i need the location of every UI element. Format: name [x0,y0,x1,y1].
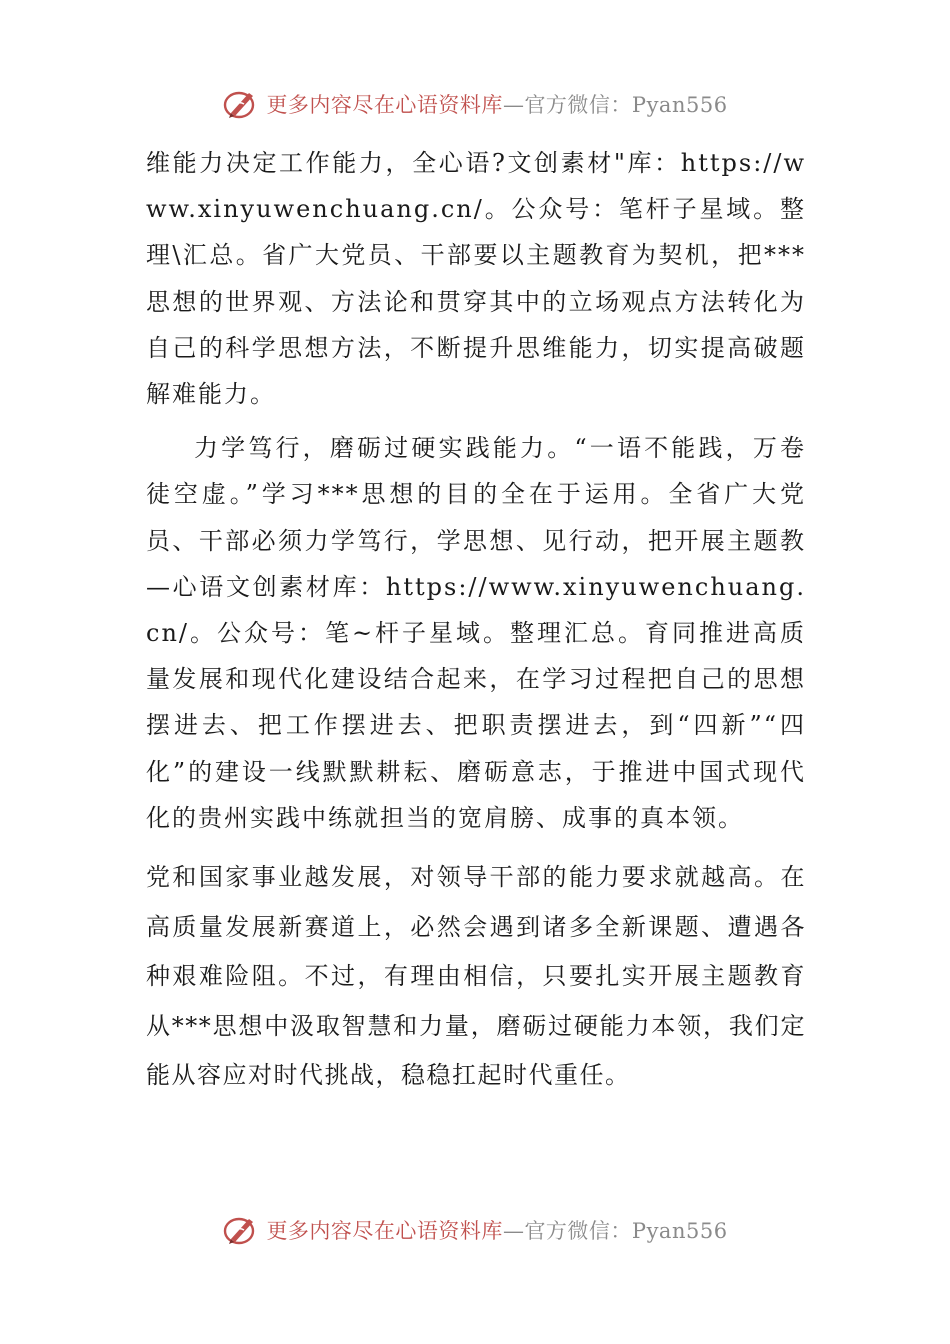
banner-text [266,89,727,119]
header-banner [0,84,950,124]
banner-text-grey: —官方微信：Pyan556 [502,1219,728,1243]
footer-banner [0,1210,950,1250]
banner-text-red: 更多内容尽在心语资料库 [266,1219,503,1243]
pen-logo-icon [222,87,260,121]
banner-text-red: 更多内容尽在心语资料库 [266,93,503,117]
paragraph-2: 力学笃行，磨砺过硬实践能力。“一语不能践，万卷徒空虚。”学习***思想的目的全在于运用。全省广大党员、干部必须力学笃行，学思想、见行动，把开展主题教—心语文创素材库：https://www.xinyuwenchuang.cn/。公众号：笔~杆子星域。整理汇总。育同推进高质量发展和现代化建设结合起来，在学习过程把自己的思想摆进去、把工作摆进去、把职责摆进去，到“四新”“四化”的建设一线默默耕耘、磨砺意志，于推进中国式现代化的贵州实践中练就担当的宽肩膀、成事的真本领。 [146,434,806,832]
paragraph-3: 党和国家事业越发展，对领导干部的能力要求就越高。在高质量发展新赛道上，必然会遇到诸多全新课题、遭遇各种艰难险阻。不过，有理由相信，只要扎实开展主题教育从***思想中汲取智慧和力量，磨砺过硬能力本领，我们定能从容应对时代挑战，稳稳扛起时代重任。 [146,863,806,1090]
paragraph-1: 维能力决定工作能力，全心语?文创素材"库：https://www.xinyuwenchuang.cn/。公众号：笔杆子星域。整理\汇总。省广大党员、干部要以主题教育为契机，把***思想的世界观、方法论和贯穿其中的立场观点方法转化为自己的科学思想方法，不断提升思维能力，切实提高破题解难能力。 [146,149,806,409]
pen-logo-icon [222,1213,260,1247]
banner-text-grey: —官方微信：Pyan556 [502,93,728,117]
document-body [146,140,806,1101]
banner-text [266,1215,727,1245]
